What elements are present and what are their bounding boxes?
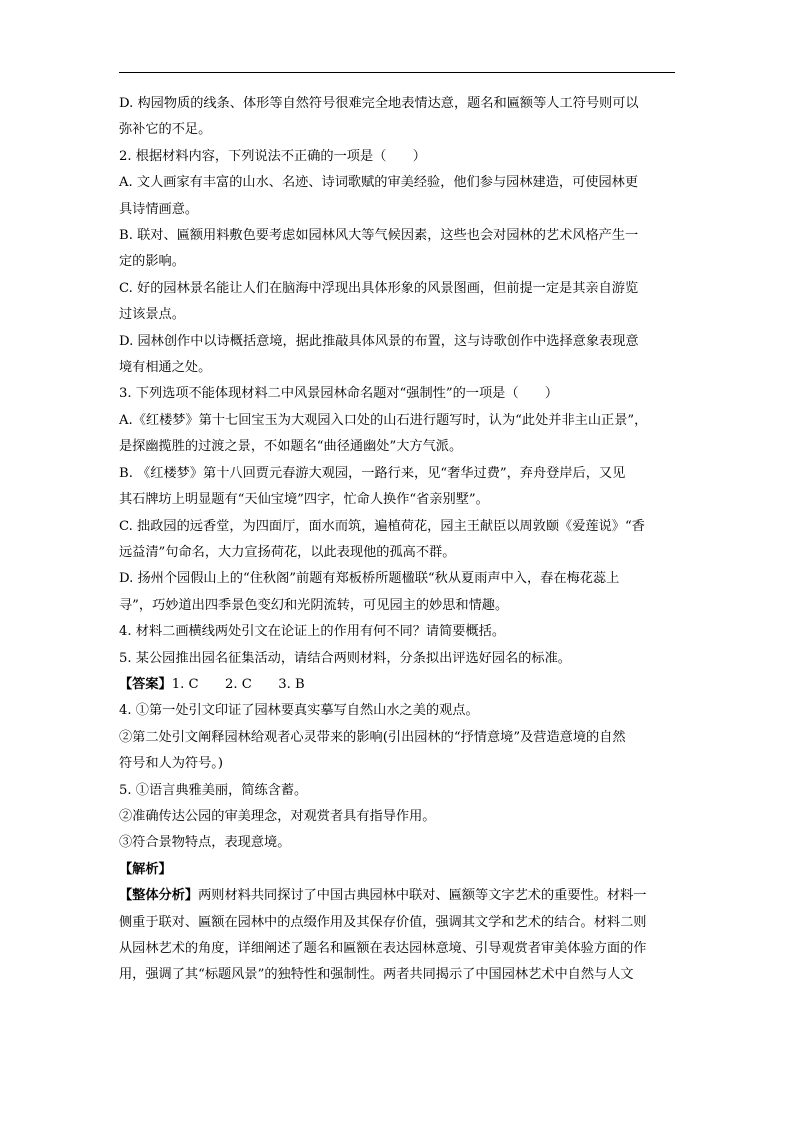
text-line: 弥补它的不足。 <box>119 122 212 138</box>
text-line: 寻”，巧妙道出四季景色变幻和光阴流转，可见园主的妙思和情趣。 <box>119 597 509 613</box>
analysis-line: 用，强调了其“标题风景”的独特性和强制性。两者共同揭示了中国园林艺术中自然与人文 <box>119 967 634 983</box>
analysis-line: 侧重于联对、匾额在园林中的点缀作用及其保存价值，强调其文学和艺术的结合。材料二则 <box>119 914 647 930</box>
answer-line: ②第二处引文阐释园林给观者心灵带来的影响(引出园林的“抒情意境”及营造意境的自然 <box>119 729 626 745</box>
answer-line: ③符合景物特点，表现意境。 <box>119 835 291 851</box>
document-body <box>119 91 677 989</box>
text-line: 其石牌坊上明显题有“天仙宝境”四字，忙命人换作“省亲别墅”。 <box>119 492 489 508</box>
answer-line <box>119 672 677 698</box>
text-line: 是探幽揽胜的过渡之景，不如题名“曲径通幽处”大方气派。 <box>119 439 463 455</box>
analysis-text: 两则材料共同探讨了中国古典园林中联对、匾额等文字艺术的重要性。材料一 <box>198 888 647 904</box>
text-line: B. 《红楼梦》第十八回贾元春游大观园，一路行来，见“奢华过费”，弃舟登岸后，又见 <box>119 465 626 481</box>
text-line: D. 构园物质的线条、体形等自然符号很难完全地表情达意，题名和匾额等人工符号则可以 <box>119 96 639 111</box>
header-rule <box>119 72 675 73</box>
analysis-line <box>119 883 677 909</box>
text-line: A.《红楼梦》第十七回宝玉为大观园入口处的山石进行题写时，认为“此处并非主山正景”， <box>119 412 648 428</box>
text-line: 过该景点。 <box>119 307 185 323</box>
answer-text: 1. C 2. C 3. B <box>171 676 305 692</box>
text-line: 远益清”句命名，大力宣扬荷花，以此表现他的孤高不群。 <box>119 544 456 560</box>
text-line: D. 扬州个园假山上的“住秋阁”前题有郑板桥所题楹联“秋从夏雨声中入，春在梅花蕊上 <box>119 571 620 587</box>
answer-line: ②准确传达公园的审美理念，对观赏者具有指导作用。 <box>119 808 436 824</box>
text-line: D. 园林创作中以诗概括意境，据此推敲具体风景的布置，这与诗歌创作中选择意象表现意 <box>119 333 639 349</box>
text-line: 2. 根据材料内容，下列说法不正确的一项是（ ） <box>119 148 426 164</box>
text-line: 5. 某公园推出园名征集活动，请结合两则材料，分条拟出评选好园名的标准。 <box>119 650 571 666</box>
text-line: 境有相通之处。 <box>119 360 212 376</box>
text-line: 定的影响。 <box>119 254 185 270</box>
text-line: C. 拙政园的远香堂，为四面厅，面水而筑，遍植荷花，园主王献臣以周敦颐《爱莲说》“香 <box>119 518 645 534</box>
text-line: B. 联对、匾额用料敷色要考虑如园林风大等气候因素，这些也会对园林的艺术风格产生一 <box>119 228 639 244</box>
answer-label: 【答案】 <box>119 676 172 692</box>
analysis-line: 从园林艺术的角度，详细阐述了题名和匾额在表达园林意境、引导观赏者审美体验方面的作 <box>119 941 647 956</box>
overall-label: 【整体分析】 <box>119 888 199 904</box>
text-line: C. 好的园林景名能让人们在脑海中浮现出具体形象的风景图画，但前提一定是其亲自游览 <box>119 280 639 296</box>
answer-line: 符号和人为符号。) <box>119 756 224 772</box>
text-line: A. 文人画家有丰富的山水、名迹、诗词歌赋的审美经验，他们参与园林建造，可使园林更 <box>119 175 639 191</box>
answer-line: 5. ①语言典雅美丽，简练含蓄。 <box>119 782 308 798</box>
answer-line: 4. ①第一处引文印证了园林要真实摹写自然山水之美的观点。 <box>119 703 479 719</box>
text-line: 3. 下列选项不能体现材料二中风景园林命名题对“强制性”的一项是（ ） <box>119 386 559 402</box>
text-line: 具诗情画意。 <box>119 201 199 217</box>
analysis-heading: 【解析】 <box>119 861 172 877</box>
text-line: 4. 材料二画横线两处引文在论证上的作用有何不同？请简要概括。 <box>119 624 506 640</box>
